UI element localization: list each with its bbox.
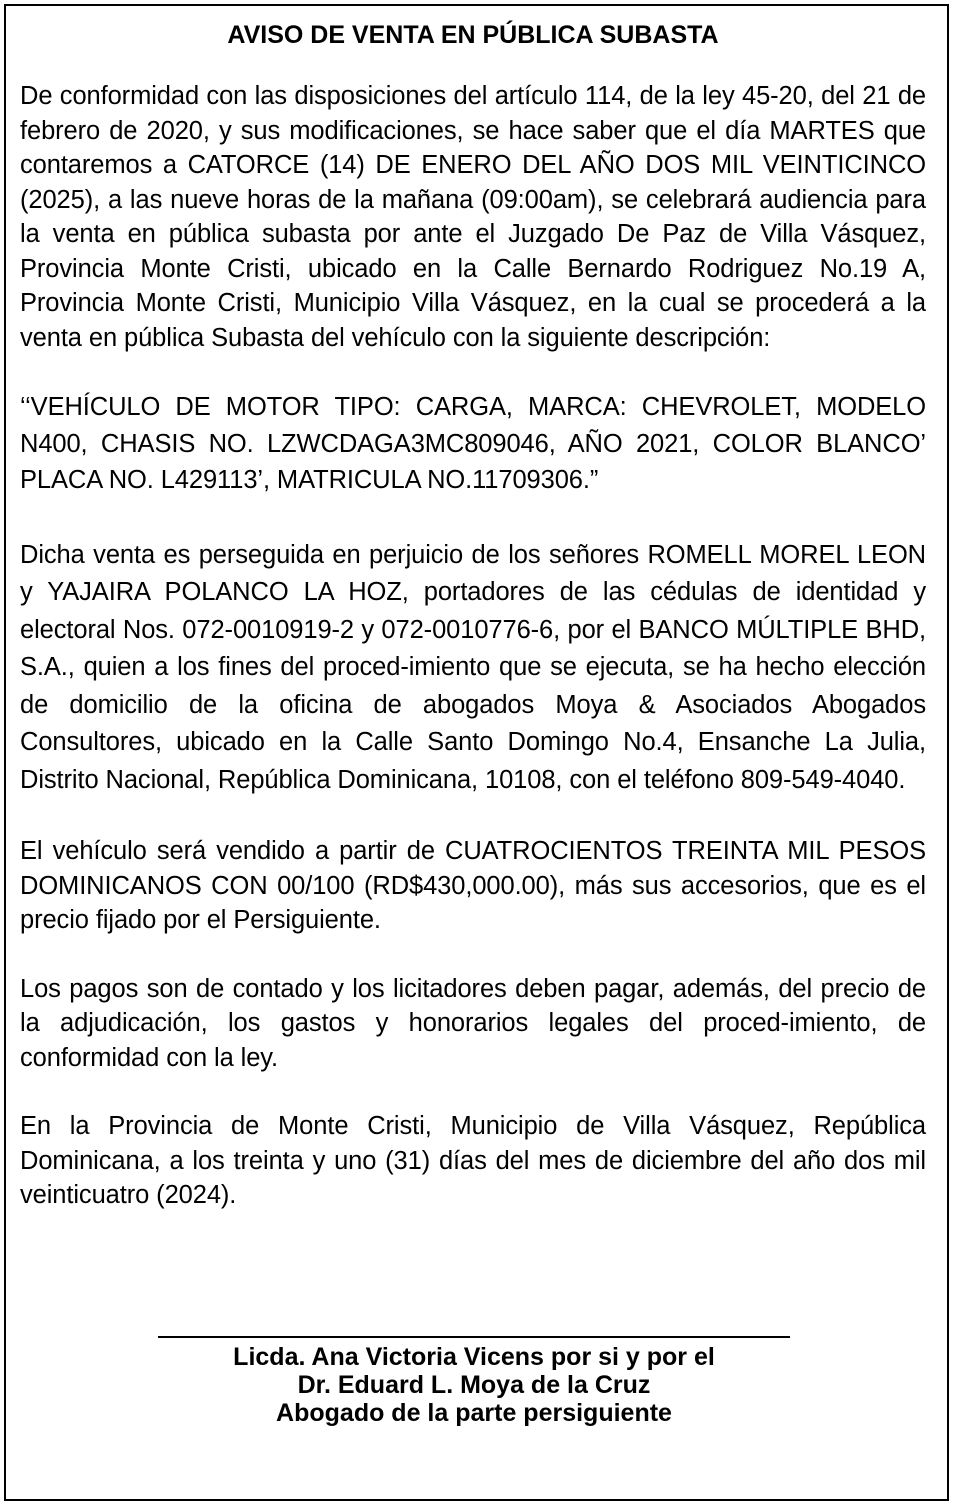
payments-paragraph: Los pagos son de contado y los licitadores deben pagar, además, del precio de la adjudicación, los gastos y honorarios legales del proced-imiento, de conformidad con la ley. bbox=[20, 974, 926, 1072]
notice-body bbox=[20, 18, 926, 1247]
price-paragraph: El vehículo será vendido a partir de CUATROCIENTOS TREINTA MIL PESOS DOMINICANOS CON 00/100 (RD$430,000.00), más sus accesorios, que es el precio fijado por el Persiguiente. bbox=[20, 837, 926, 934]
notice-title: AVISO DE VENTA EN PÚBLICA SUBASTA bbox=[227, 21, 719, 49]
signature-line-3: Abogado de la parte persiguiente bbox=[276, 1399, 672, 1427]
debtors-paragraph: Dicha venta es perseguida en perjuicio de los señores ROMELL MOREL LEON y YAJAIRA POLANCO LA HOZ, portadores de las cédulas de identidad y electoral Nos. 072-0010919-2 y 072-0010776-6, por el BANCO MÚLTIPLE BHD, S.A., quien a los fines del proced-imiento que se ejecuta, se ha hecho elección de domicilio de la oficina de abogados Moya & Asociados Abogados Consultores, ubicado en la Calle Santo Domingo No.4, Ensanche La Julia, Distrito Nacional, República Dominicana, 10108, con el teléfono 809-549-4040. bbox=[20, 540, 926, 794]
closing-paragraph: En la Provincia de Monte Cristi, Municipio de Villa Vásquez, República Dominicana, a los treinta y uno (31) días del mes de diciembre del año dos mil veinticuatro (2024). bbox=[20, 1112, 926, 1209]
signature-line-2: Dr. Eduard L. Moya de la Cruz bbox=[297, 1371, 651, 1399]
signature-line bbox=[158, 1336, 790, 1338]
intro-paragraph: De conformidad con las disposiciones del artículo 114, de la ley 45-20, del 21 de febrero de 2020, y sus modificaciones, se hace saber que el día MARTES que contaremos a CATORCE (14) DE ENERO DEL AÑO DOS MIL VEINTICINCO (2025), a las nueve horas de la mañana (09:00am), se celebrará audiencia para la venta en pública subasta por ante el Juzgado De Paz de Villa Vásquez, Provincia Monte Cristi, ubicado en la Calle Bernardo Rodriguez No.19 A, Provincia Monte Cristi, Municipio Villa Vásquez, en la cual se procederá a la venta en pública Subasta del vehículo con la siguiente descripción: bbox=[20, 82, 926, 352]
signature-line-1: Licda. Ana Victoria Vicens por si y por el bbox=[233, 1343, 715, 1371]
signature-block bbox=[158, 1336, 790, 1427]
vehicle-description-paragraph: ‘‘VEHÍCULO DE MOTOR TIPO: CARGA, MARCA: CHEVROLET, MODELO N400, CHASIS NO. LZWCDAGA3MC809046, AÑO 2021, COLOR BLANCO’ PLACA NO. L429113’, MATRICULA NO.11709306.” bbox=[20, 393, 926, 494]
